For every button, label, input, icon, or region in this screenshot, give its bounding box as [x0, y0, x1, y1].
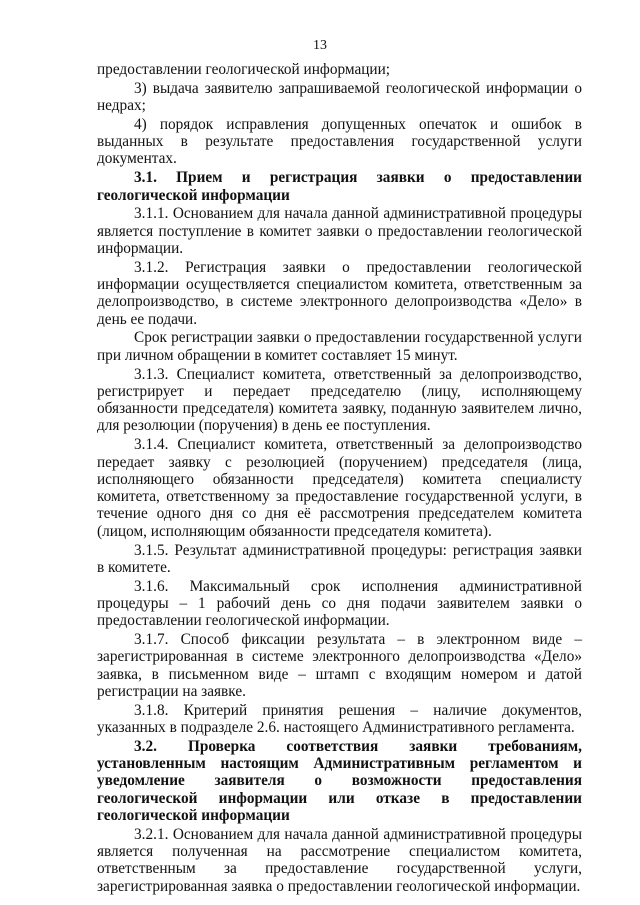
paragraph: 3.1.1. Основанием для начала данной административной процедуры является поступление в комитет заявки о предоставлении геологической информации. — [97, 205, 582, 257]
paragraph: 3.2.1. Основанием для начала данной административной процедуры является полученная на рассмотрение специалистом комитета, ответственным за предоставление государственной услуги, зарегистрированная заявка о предоставлении геологической информации. — [97, 825, 582, 895]
paragraph: 3.1.7. Способ фиксации результата – в электронном виде – зарегистрированная в системе электронного делопроизводства «Дело» заявка, в письменном виде – штамп с входящим номером и датой регистрации на заявке. — [97, 631, 582, 700]
paragraph: 3.1.4. Специалист комитета, ответственный за делопроизводство передает заявку с резолюцией (поручением) председателя (лица, исполняющего обязанности председателя) комитета специалисту комитета, ответственному за предоставление государственной услуги, в течение одного дня со дня её рассмотрения председателем комитета (лицом, исполняющим обязанности председателя комитета). — [97, 436, 582, 540]
paragraph: 3.1.5. Результат административной процедуры: регистрация заявки в комитете. — [97, 541, 582, 576]
paragraph: 3.1.3. Специалист комитета, ответственный за делопроизводство, регистрирует и передает председателю (лицу, исполняющему обязанности председателя) комитета заявку, поданную заявителем лично, для резолюции (поручения) в день ее поступления. — [97, 365, 582, 435]
section-heading: 3.1. Прием и регистрация заявки о предоставлении геологической информации — [97, 169, 582, 204]
page-number: 13 — [313, 38, 327, 53]
paragraph: 4) порядок исправления допущенных опечаток и ошибок в выданных в результате предоставления государственной услуги документах. — [97, 115, 582, 168]
paragraph: 3.1.6. Максимальный срок исполнения административной процедуры – 1 рабочий день со дня подачи заявителем заявки о предоставлении геологической информации. — [97, 577, 582, 630]
paragraph: предоставлении геологической информации; — [97, 61, 391, 78]
paragraph: 3.1.2. Регистрация заявки о предоставлении геологической информации осуществляется специалистом комитета, ответственным за делопроизводство, в системе электронного делопроизводства «Дело» в день ее подачи. — [97, 258, 582, 328]
paragraph: 3.1.8. Критерий принятия решения – наличие документов, указанных в подразделе 2.6. настоящего Административного регламента. — [97, 701, 582, 736]
paragraph: 3) выдача заявителю запрашиваемой геологической информации о недрах; — [97, 79, 582, 115]
document-body — [97, 61, 582, 896]
section-heading: 3.2. Проверка соответствия заявки требованиям, установленным настоящим Административным регламентом и уведомление заявителя о возможности предоставления геологической информации или отказе в предоставлении геологической информации — [97, 737, 582, 824]
paragraph: Срок регистрации заявки о предоставлении государственной услуги при личном обращении в комитет составляет 15 минут. — [97, 329, 582, 364]
